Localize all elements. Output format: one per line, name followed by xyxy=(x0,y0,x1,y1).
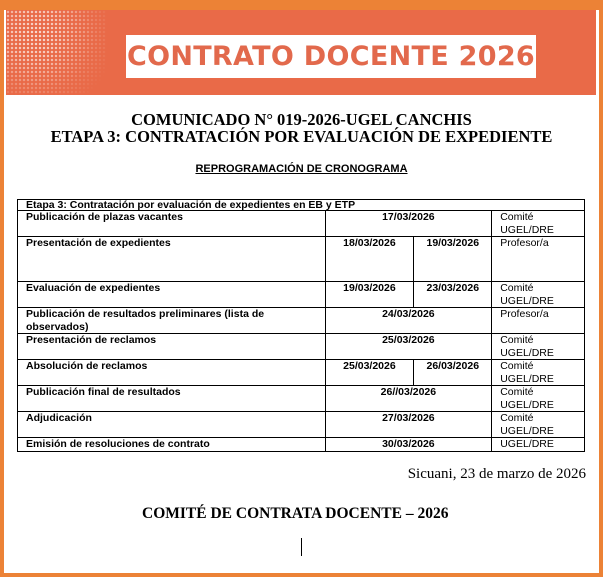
start-date-cell: 25/03/2026 xyxy=(325,360,414,386)
table-row xyxy=(18,438,585,452)
table-row xyxy=(18,334,585,360)
table-row xyxy=(18,360,585,386)
table-title: Etapa 3: Contratación por evaluación de expedientes en EB y ETP xyxy=(18,200,585,211)
activity-cell: Evaluación de expedientes xyxy=(18,282,326,308)
date-cell: 30/03/2026 xyxy=(325,438,492,452)
date-cell: 27/03/2026 xyxy=(325,412,492,438)
end-date-cell: 19/03/2026 xyxy=(414,237,492,282)
communique-number: COMUNICADO N° 019-2026-UGEL CANCHIS xyxy=(131,110,472,129)
banner-title: CONTRATO DOCENTE 2026 xyxy=(126,41,536,72)
table-row xyxy=(18,308,585,334)
date-cell: 17/03/2026 xyxy=(325,211,492,237)
activity-cell: Emisión de resoluciones de contrato xyxy=(18,438,326,452)
activity-cell: Publicación de plazas vacantes xyxy=(18,211,326,237)
table-row xyxy=(18,211,585,237)
start-date-cell: 19/03/2026 xyxy=(325,282,414,308)
responsible-cell: UGEL/DRE xyxy=(492,438,585,452)
responsible-cell: Comité UGEL/DRE xyxy=(492,360,585,386)
responsible-cell: Profesor/a xyxy=(492,237,585,282)
table-row xyxy=(18,386,585,412)
banner-top-strip xyxy=(0,0,603,10)
table-title-row xyxy=(18,200,585,211)
date-cell: 24/03/2026 xyxy=(325,308,492,334)
activity-cell: Publicación de resultados preliminares (lista de observados) xyxy=(18,308,326,334)
stage-title: ETAPA 3: CONTRATACIÓN POR EVALUACIÓN DE EXPEDIENTE xyxy=(50,127,553,146)
responsible-cell: Comité UGEL/DRE xyxy=(492,334,585,360)
text-cursor xyxy=(301,538,302,556)
end-date-cell: 23/03/2026 xyxy=(414,282,492,308)
end-date-cell: 26/03/2026 xyxy=(414,360,492,386)
table-row xyxy=(18,412,585,438)
date-cell: 26//03/2026 xyxy=(325,386,492,412)
header-banner xyxy=(6,10,596,95)
activity-cell: Presentación de reclamos xyxy=(18,334,326,360)
responsible-cell: Comité UGEL/DRE xyxy=(492,211,585,237)
activity-cell: Presentación de expedientes xyxy=(18,237,326,282)
table-row xyxy=(18,282,585,308)
dot-pattern-decoration xyxy=(6,10,106,95)
responsible-cell: Comité UGEL/DRE xyxy=(492,282,585,308)
place-date: Sicuani, 23 de marzo de 2026 xyxy=(407,466,586,482)
responsible-cell: Comité UGEL/DRE xyxy=(492,386,585,412)
date-cell: 25/03/2026 xyxy=(325,334,492,360)
activity-cell: Publicación final de resultados xyxy=(18,386,326,412)
schedule-subtitle: REPROGRAMACIÓN DE CRONOGRAMA xyxy=(195,163,408,175)
activity-cell: Absolución de reclamos xyxy=(18,360,326,386)
responsible-cell: Profesor/a xyxy=(492,308,585,334)
table-row xyxy=(18,237,585,282)
responsible-cell: Comité UGEL/DRE xyxy=(492,412,585,438)
schedule-table xyxy=(17,199,585,452)
activity-cell: Adjudicación xyxy=(18,412,326,438)
start-date-cell: 18/03/2026 xyxy=(325,237,414,282)
signature-committee: COMITÉ DE CONTRATA DOCENTE – 2026 xyxy=(142,505,449,522)
banner-title-box xyxy=(126,35,536,78)
